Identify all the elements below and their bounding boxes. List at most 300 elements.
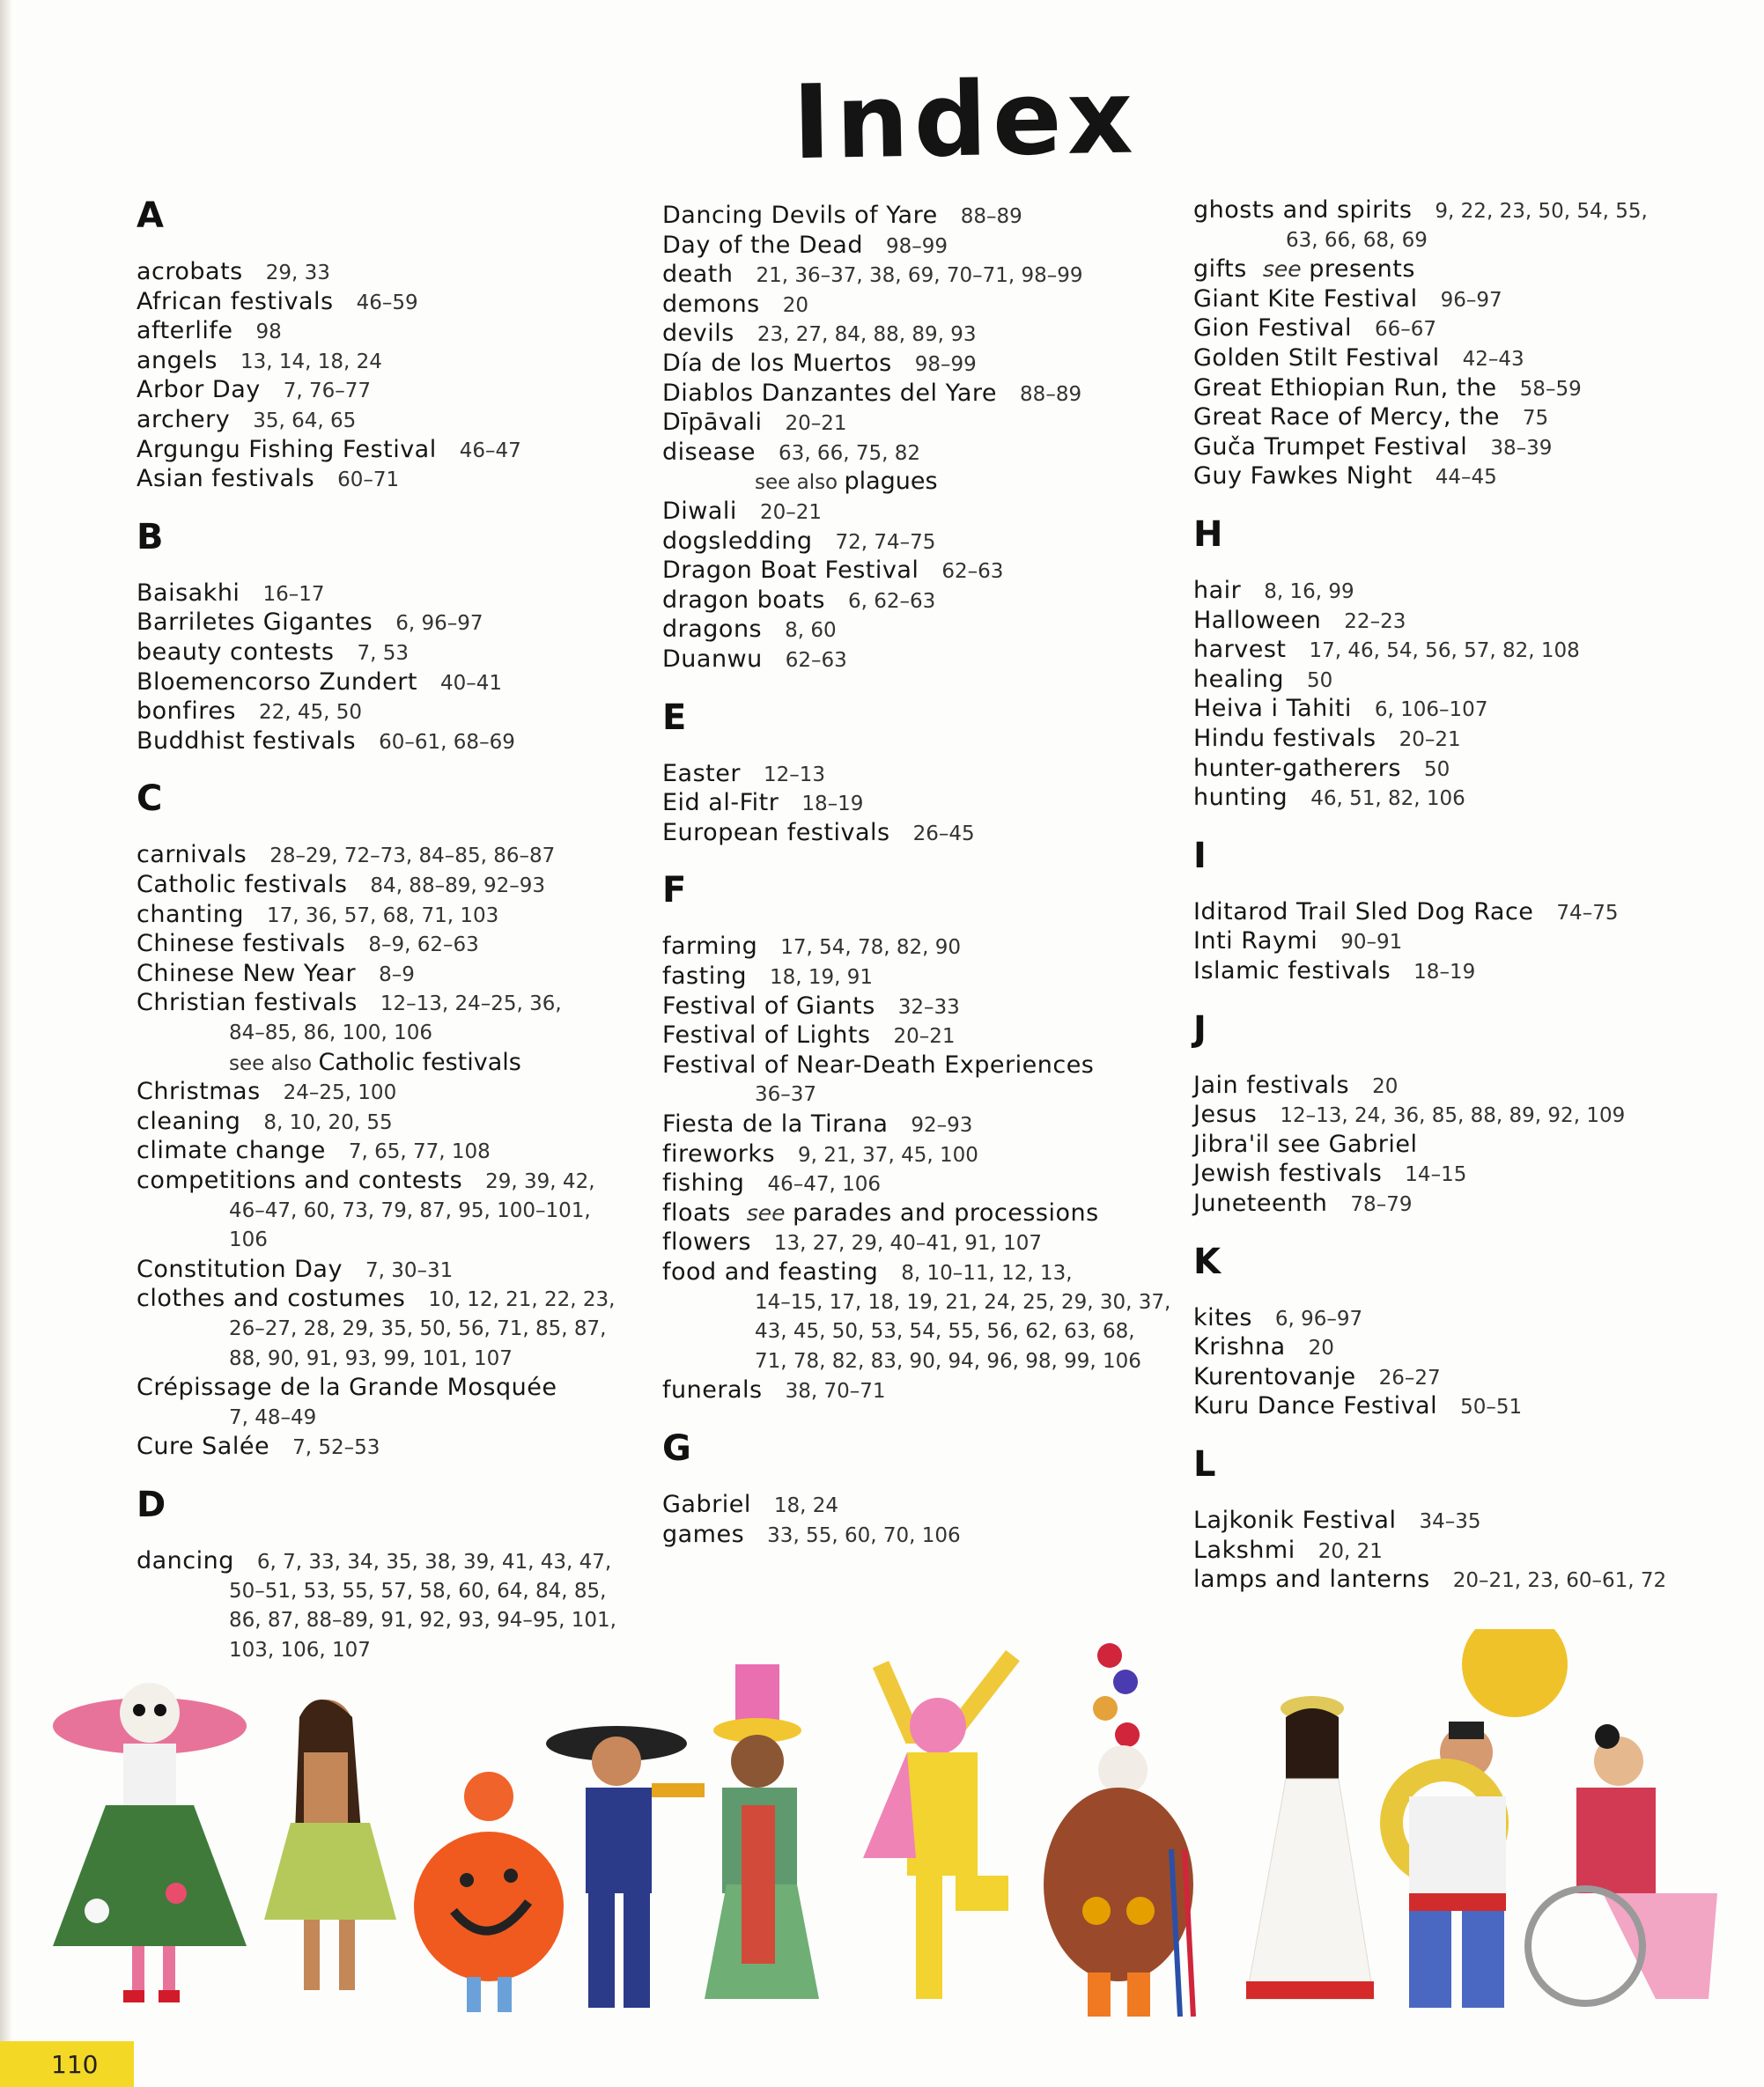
index-entry bbox=[1193, 783, 1465, 814]
index-entry bbox=[662, 818, 975, 849]
index-term: beauty contests bbox=[137, 638, 335, 666]
section-letter: L bbox=[1193, 1444, 1216, 1485]
index-entry bbox=[662, 438, 920, 468]
page-refs: 29, 33 bbox=[265, 262, 330, 284]
index-entry bbox=[662, 349, 977, 380]
white-dress-figure bbox=[1246, 1696, 1374, 1999]
index-term: Día de los Muertos bbox=[662, 350, 892, 377]
index-term: chanting bbox=[137, 900, 244, 928]
page-refs: 26–27 bbox=[1378, 1366, 1441, 1390]
see-also-label: see also bbox=[229, 1051, 313, 1075]
see-also-target: Catholic festivals bbox=[318, 1048, 521, 1076]
page-refs: 7, 30–31 bbox=[365, 1258, 454, 1282]
page-refs: 75 bbox=[1522, 407, 1549, 431]
page-refs: 12–13 bbox=[763, 763, 826, 786]
index-term: archery bbox=[137, 406, 231, 433]
index-term: Duanwu bbox=[662, 645, 763, 673]
index-term: Krishna bbox=[1193, 1333, 1286, 1361]
index-term: kites bbox=[1193, 1303, 1252, 1331]
index-term: Eid al-Fitr bbox=[662, 789, 779, 817]
section-letter: J bbox=[1193, 1008, 1207, 1050]
index-entry bbox=[662, 290, 808, 321]
page-refs: 38–39 bbox=[1490, 436, 1553, 460]
page-refs: 98 bbox=[255, 321, 282, 344]
index-entry bbox=[662, 1228, 1042, 1258]
index-term: Gabriel bbox=[662, 1491, 751, 1518]
page-refs: 44–45 bbox=[1435, 466, 1497, 490]
page-refs-continued: 88, 90, 91, 93, 99, 101, 107 bbox=[229, 1346, 513, 1370]
index-entry bbox=[137, 1255, 453, 1286]
index-term: farming bbox=[662, 933, 758, 961]
index-term: harvest bbox=[1193, 636, 1287, 664]
index-entry bbox=[1193, 606, 1406, 637]
index-term: Great Race of Mercy, the bbox=[1193, 403, 1500, 431]
page-refs-continued: 7, 48–49 bbox=[229, 1405, 317, 1429]
page-refs: 8, 16, 99 bbox=[1264, 580, 1354, 603]
index-entry bbox=[662, 201, 1022, 232]
page-refs: 8, 60 bbox=[785, 619, 837, 643]
page-refs: 7, 53 bbox=[357, 642, 409, 665]
index-term: Diablos Danzantes del Yare bbox=[662, 379, 998, 407]
page-refs: 98–99 bbox=[914, 353, 977, 376]
page-refs: 6, 96–97 bbox=[395, 612, 483, 636]
page-refs: 20–21, 23, 60–61, 72 bbox=[1452, 1569, 1667, 1593]
index-term: death bbox=[662, 261, 734, 289]
index-entry bbox=[1193, 926, 1402, 957]
index-entry bbox=[1193, 254, 1415, 284]
index-term: competitions and contests bbox=[137, 1167, 463, 1194]
index-term: Dīpāvali bbox=[662, 409, 763, 437]
page-refs-continued: 50–51, 53, 55, 57, 58, 60, 64, 84, 85, bbox=[229, 1579, 607, 1603]
page-refs: 17, 36, 57, 68, 71, 103 bbox=[266, 903, 499, 927]
index-entry bbox=[662, 1110, 972, 1140]
index-entry bbox=[137, 929, 479, 960]
index-term: healing bbox=[1193, 665, 1285, 693]
page-refs: 20 bbox=[1372, 1074, 1399, 1098]
index-term: Fiesta de la Tirana bbox=[662, 1110, 889, 1138]
page-refs: 23, 27, 84, 88, 89, 93 bbox=[757, 323, 977, 347]
index-entry bbox=[1193, 665, 1332, 696]
index-entry bbox=[137, 1546, 611, 1577]
index-entry bbox=[662, 1169, 881, 1199]
section-letter: E bbox=[662, 697, 687, 738]
index-entry bbox=[1193, 576, 1354, 607]
page-refs: 46–47 bbox=[459, 439, 521, 462]
page-refs: 60–71 bbox=[337, 468, 400, 492]
page-refs: 6, 7, 33, 34, 35, 38, 39, 41, 43, 47, bbox=[256, 1551, 612, 1574]
index-term: Jewish festivals bbox=[1193, 1160, 1383, 1188]
index-entry bbox=[1193, 1189, 1412, 1220]
index-entry bbox=[662, 1375, 885, 1406]
index-entry bbox=[137, 464, 399, 495]
index-entry bbox=[1193, 195, 1648, 226]
index-term: Buddhist festivals bbox=[137, 726, 357, 755]
index-entry bbox=[662, 992, 960, 1022]
index-entry bbox=[137, 316, 282, 347]
index-entry bbox=[662, 962, 873, 992]
index-term: Baisakhi bbox=[137, 579, 240, 607]
index-entry bbox=[1193, 1303, 1362, 1334]
page-refs: 12–13, 24, 36, 85, 88, 89, 92, 109 bbox=[1280, 1104, 1626, 1128]
index-entry bbox=[662, 408, 847, 439]
index-entry bbox=[137, 900, 498, 931]
pumpkin-costume-figure bbox=[414, 1772, 564, 2012]
section-letter: C bbox=[137, 778, 163, 820]
page-refs: 50 bbox=[1423, 757, 1450, 781]
index-entry bbox=[137, 405, 356, 436]
see-also-line bbox=[755, 467, 938, 498]
index-entry bbox=[662, 260, 1083, 291]
index-entry bbox=[1193, 897, 1618, 928]
index-term: Kurentovanje bbox=[1193, 1362, 1356, 1390]
index-entry bbox=[1193, 956, 1475, 987]
index-term: hunter-gatherers bbox=[1193, 754, 1401, 782]
see-target: parades and processions bbox=[793, 1198, 1099, 1227]
index-entry bbox=[662, 1051, 1094, 1080]
page-refs: 24–25, 100 bbox=[283, 1081, 397, 1105]
section-letter: K bbox=[1193, 1241, 1221, 1282]
index-entry bbox=[1193, 724, 1461, 755]
index-entry bbox=[137, 1284, 615, 1315]
index-term: Chinese New Year bbox=[137, 959, 357, 987]
index-entry bbox=[137, 257, 330, 288]
page-refs: 20–21 bbox=[759, 501, 822, 524]
index-term: fishing bbox=[662, 1169, 745, 1198]
section-letter: F bbox=[662, 870, 687, 911]
index-entry bbox=[1193, 373, 1582, 404]
page-refs: 40–41 bbox=[439, 671, 503, 695]
index-entry bbox=[1193, 343, 1524, 374]
index-term: dragon boats bbox=[662, 586, 825, 614]
page-refs-continued: 84–85, 86, 100, 106 bbox=[229, 1021, 432, 1044]
index-entry bbox=[137, 1432, 380, 1463]
index-entry bbox=[1193, 754, 1450, 785]
index-term: dragons bbox=[662, 616, 763, 644]
index-term: Guy Fawkes Night bbox=[1193, 462, 1413, 490]
page-refs: 17, 46, 54, 56, 57, 82, 108 bbox=[1309, 639, 1580, 663]
index-term: clothes and costumes bbox=[137, 1285, 406, 1313]
index-term: disease bbox=[662, 438, 757, 466]
index-entry bbox=[137, 988, 562, 1019]
page-refs-continued: 71, 78, 82, 83, 90, 94, 96, 98, 99, 106 bbox=[755, 1349, 1141, 1373]
page-refs: 32–33 bbox=[897, 995, 960, 1019]
page-refs: 29, 39, 42, bbox=[485, 1170, 595, 1193]
page-refs: 50 bbox=[1307, 668, 1333, 692]
section-letter: D bbox=[137, 1485, 166, 1525]
index-term: Constitution Day bbox=[137, 1255, 343, 1283]
index-entry bbox=[662, 1257, 1073, 1288]
page-refs: 22–23 bbox=[1344, 609, 1406, 633]
page-refs: 8, 10, 20, 55 bbox=[263, 1110, 393, 1134]
index-entry bbox=[1193, 1391, 1522, 1422]
page-refs: 18–19 bbox=[801, 793, 864, 816]
index-term: food and feasting bbox=[662, 1258, 879, 1286]
index-term: carnivals bbox=[137, 841, 247, 869]
index-term: Great Ethiopian Run, the bbox=[1193, 373, 1497, 402]
index-term: games bbox=[662, 1520, 745, 1548]
index-entry bbox=[1193, 1332, 1334, 1363]
page-refs: 88–89 bbox=[1020, 382, 1082, 406]
page-refs-continued: 14–15, 17, 18, 19, 21, 24, 25, 29, 30, 37, bbox=[755, 1290, 1171, 1314]
page-refs: 16–17 bbox=[262, 582, 325, 606]
index-entry bbox=[662, 586, 935, 616]
index-entry bbox=[662, 319, 977, 350]
index-term: Arbor Day bbox=[137, 376, 261, 404]
page-refs: 20–21 bbox=[785, 412, 847, 436]
page-refs-continued: 103, 106, 107 bbox=[229, 1638, 371, 1662]
page-refs: 9, 21, 37, 45, 100 bbox=[798, 1143, 978, 1167]
page-refs: 46, 51, 82, 106 bbox=[1310, 787, 1465, 811]
index-term: hair bbox=[1193, 577, 1242, 604]
page-refs: 20 bbox=[1308, 1337, 1334, 1361]
index-term: Festival of Giants bbox=[662, 992, 875, 1020]
index-term: hunting bbox=[1193, 784, 1288, 812]
day-of-dead-dancer-figure bbox=[53, 1683, 247, 2002]
index-term: Crépissage de la Grande Mosquée bbox=[137, 1374, 557, 1402]
index-term: Bloemencorso Zundert bbox=[137, 667, 417, 696]
index-term: Juneteenth bbox=[1193, 1190, 1328, 1217]
page-refs: 60–61, 68–69 bbox=[379, 730, 515, 754]
index-entry bbox=[137, 697, 362, 727]
index-term: acrobats bbox=[137, 258, 243, 285]
page-number: 110 bbox=[51, 2050, 99, 2079]
index-entry bbox=[662, 759, 825, 790]
index-entry bbox=[137, 346, 382, 377]
index-term: Diwali bbox=[662, 498, 737, 525]
index-term: Festival of Lights bbox=[662, 1021, 871, 1050]
page-refs-continued: 43, 45, 50, 53, 54, 55, 56, 62, 63, 68, bbox=[755, 1320, 1135, 1344]
index-term: Christmas bbox=[137, 1078, 261, 1106]
index-term: Jain festivals bbox=[1193, 1071, 1350, 1099]
page-refs: 35, 64, 65 bbox=[253, 409, 357, 432]
index-term: Catholic festivals bbox=[137, 871, 348, 898]
index-term: Giant Kite Festival bbox=[1193, 284, 1418, 313]
page-refs: 96–97 bbox=[1440, 288, 1502, 312]
index-term: Lakshmi bbox=[1193, 1536, 1295, 1564]
index-entry bbox=[1193, 1565, 1666, 1596]
index-term: Jesus bbox=[1193, 1101, 1258, 1129]
index-term: Christian festivals bbox=[137, 989, 358, 1017]
index-term: climate change bbox=[137, 1137, 326, 1165]
bhangra-dancer-figure bbox=[863, 1656, 1013, 1999]
see-also-target: plagues bbox=[844, 468, 938, 496]
page-refs: 7, 76–77 bbox=[283, 380, 372, 403]
page-refs: 34–35 bbox=[1419, 1510, 1481, 1533]
index-term: dancing bbox=[137, 1547, 234, 1574]
index-term: Heiva i Tahiti bbox=[1193, 695, 1352, 723]
see-also-label: see also bbox=[755, 471, 838, 495]
kurent-costume-figure bbox=[1044, 1643, 1193, 2017]
index-entry bbox=[662, 1198, 1099, 1228]
index-entry bbox=[1193, 432, 1552, 463]
index-term: Guča Trumpet Festival bbox=[1193, 432, 1468, 461]
index-entry bbox=[137, 1373, 557, 1403]
page-number-tab bbox=[0, 2041, 134, 2087]
index-term: Hindu festivals bbox=[1193, 725, 1377, 752]
index-term: African festivals bbox=[137, 287, 334, 315]
page-refs: 78–79 bbox=[1350, 1193, 1413, 1216]
index-term: demons bbox=[662, 290, 760, 318]
page-title: Index bbox=[791, 57, 1140, 183]
wheelchair-user-figure bbox=[1528, 1724, 1717, 2003]
index-entry bbox=[137, 959, 415, 990]
index-term: cleaning bbox=[137, 1107, 241, 1135]
index-term: dogsledding bbox=[662, 527, 813, 555]
page-refs: 6, 106–107 bbox=[1374, 698, 1488, 722]
page-refs: 58–59 bbox=[1519, 377, 1582, 401]
index-entry bbox=[1193, 1536, 1383, 1567]
page-refs: 21, 36–37, 38, 69, 70–71, 98–99 bbox=[756, 264, 1083, 288]
hula-dancer-figure bbox=[264, 1700, 396, 1990]
index-term: Gion Festival bbox=[1193, 314, 1352, 343]
page-refs-continued: 106 bbox=[229, 1228, 268, 1252]
index-entry bbox=[662, 615, 837, 645]
section-letter: I bbox=[1193, 835, 1207, 876]
index-entry bbox=[137, 435, 521, 466]
page-refs-continued: 36–37 bbox=[755, 1083, 817, 1107]
page-refs: 22, 45, 50 bbox=[258, 701, 363, 725]
index-term: Golden Stilt Festival bbox=[1193, 344, 1440, 372]
index-entry bbox=[662, 932, 961, 962]
page-refs: 84, 88–89, 92–93 bbox=[370, 874, 545, 897]
index-entry bbox=[662, 788, 863, 819]
page-refs-continued: 63, 66, 68, 69 bbox=[1286, 228, 1428, 252]
page-refs: 66–67 bbox=[1374, 318, 1437, 342]
index-entry bbox=[137, 870, 545, 901]
index-term: Kuru Dance Festival bbox=[1193, 1392, 1438, 1420]
page-refs: 46–47, 106 bbox=[767, 1173, 882, 1197]
index-term: Day of the Dead bbox=[662, 231, 863, 259]
index-entry bbox=[137, 667, 502, 698]
index-entry bbox=[662, 556, 1003, 586]
page-refs: 18–19 bbox=[1413, 961, 1476, 984]
index-term: Argungu Fishing Festival bbox=[137, 435, 437, 463]
page-refs: 13, 27, 29, 40–41, 91, 107 bbox=[773, 1232, 1043, 1256]
index-entry bbox=[1193, 402, 1548, 433]
index-entry bbox=[1193, 1130, 1417, 1160]
page-refs: 63, 66, 75, 82 bbox=[779, 441, 920, 465]
index-term: ghosts and spirits bbox=[1193, 196, 1413, 224]
index-entry bbox=[662, 527, 935, 557]
index-entry bbox=[662, 1139, 978, 1170]
index-entry bbox=[1193, 635, 1580, 666]
page-refs: 17, 54, 78, 82, 90 bbox=[780, 936, 962, 960]
page-refs: 20, 21 bbox=[1317, 1539, 1383, 1563]
page-refs: 8–9, 62–63 bbox=[368, 933, 479, 957]
index-entry bbox=[137, 726, 515, 757]
tuba-player-figure bbox=[1391, 1629, 1568, 2008]
index-term: fasting bbox=[662, 962, 747, 990]
mariachi-figure bbox=[546, 1726, 705, 2008]
index-entry bbox=[137, 1166, 595, 1197]
index-term: Barriletes Gigantes bbox=[137, 608, 373, 637]
page-refs: 14–15 bbox=[1405, 1163, 1467, 1187]
index-term: Dragon Boat Festival bbox=[662, 557, 919, 585]
section-letter: A bbox=[137, 195, 164, 236]
page-refs: 20–21 bbox=[893, 1025, 956, 1049]
page-refs: 12–13, 24–25, 36, bbox=[380, 992, 562, 1016]
index-term: bonfires bbox=[137, 697, 236, 726]
page-refs: 8–9 bbox=[379, 962, 415, 986]
index-entry bbox=[662, 1520, 961, 1551]
index-term: Chinese festivals bbox=[137, 930, 346, 958]
index-term: Islamic festivals bbox=[1193, 957, 1391, 985]
page-refs: 88–89 bbox=[960, 205, 1022, 228]
see-reference: see bbox=[746, 1199, 786, 1226]
index-entry bbox=[137, 375, 371, 406]
index-entry bbox=[137, 1107, 393, 1138]
page-refs: 20 bbox=[782, 293, 809, 317]
page-refs: 62–63 bbox=[941, 560, 1004, 584]
page-refs: 7, 52–53 bbox=[292, 1436, 380, 1460]
index-entry bbox=[137, 579, 324, 609]
index-entry bbox=[662, 1021, 956, 1051]
index-term: devils bbox=[662, 320, 734, 348]
section-letter: H bbox=[1193, 514, 1223, 555]
index-term: Easter bbox=[662, 759, 741, 787]
index-entry bbox=[1193, 1100, 1625, 1131]
index-term: flowers bbox=[662, 1228, 751, 1257]
index-term: funerals bbox=[662, 1376, 763, 1405]
festival-people-illustration bbox=[0, 1629, 1764, 2043]
index-entry bbox=[1193, 1071, 1398, 1102]
index-entry bbox=[1193, 1159, 1466, 1190]
see-target: presents bbox=[1309, 255, 1415, 284]
index-entry bbox=[1193, 1362, 1441, 1393]
page-refs-continued: 46–47, 60, 73, 79, 87, 95, 100–101, bbox=[229, 1198, 591, 1222]
page-refs: 18, 19, 91 bbox=[769, 966, 874, 989]
index-entry bbox=[1193, 694, 1487, 725]
index-term: gifts bbox=[1193, 255, 1247, 284]
index-entry bbox=[137, 638, 409, 668]
page-refs: 33, 55, 60, 70, 106 bbox=[767, 1523, 961, 1547]
page-refs: 74–75 bbox=[1556, 901, 1619, 925]
see-reference: see bbox=[1262, 256, 1302, 283]
index-term: afterlife bbox=[137, 317, 233, 345]
index-term: Inti Raymi bbox=[1193, 927, 1318, 955]
index-term: Iditarod Trail Sled Dog Race bbox=[1193, 897, 1534, 926]
page-refs: 26–45 bbox=[912, 822, 975, 845]
page-refs: 38, 70–71 bbox=[785, 1380, 886, 1404]
index-term: angels bbox=[137, 346, 218, 374]
section-letter: G bbox=[662, 1428, 691, 1469]
section-letter: B bbox=[137, 516, 164, 557]
index-entry bbox=[137, 1077, 396, 1108]
page-refs: 50–51 bbox=[1460, 1396, 1523, 1420]
page-refs: 62–63 bbox=[785, 649, 847, 672]
index-entry bbox=[137, 1136, 491, 1167]
index-term: Jibra'il see Gabriel bbox=[1193, 1130, 1418, 1158]
index-term: Lajkonik Festival bbox=[1193, 1507, 1397, 1534]
page-refs-continued: 26–27, 28, 29, 35, 50, 56, 71, 85, 87, bbox=[229, 1317, 607, 1340]
index-entry bbox=[662, 497, 822, 527]
index-entry bbox=[662, 231, 948, 262]
index-entry bbox=[1193, 461, 1497, 492]
page-refs: 20–21 bbox=[1399, 728, 1461, 751]
index-term: Dancing Devils of Yare bbox=[662, 202, 938, 229]
index-term: floats bbox=[662, 1198, 731, 1227]
index-term: Asian festivals bbox=[137, 465, 315, 493]
index-term: European festivals bbox=[662, 818, 890, 846]
decorated-hat-dancer-figure bbox=[705, 1664, 819, 1999]
index-entry bbox=[1193, 313, 1436, 344]
see-also-line bbox=[229, 1048, 521, 1079]
page-refs: 7, 65, 77, 108 bbox=[348, 1140, 491, 1164]
page-refs: 6, 96–97 bbox=[1274, 1307, 1363, 1331]
page-refs: 72, 74–75 bbox=[835, 530, 936, 554]
page-refs: 46–59 bbox=[356, 291, 418, 314]
index-entry bbox=[137, 287, 418, 318]
